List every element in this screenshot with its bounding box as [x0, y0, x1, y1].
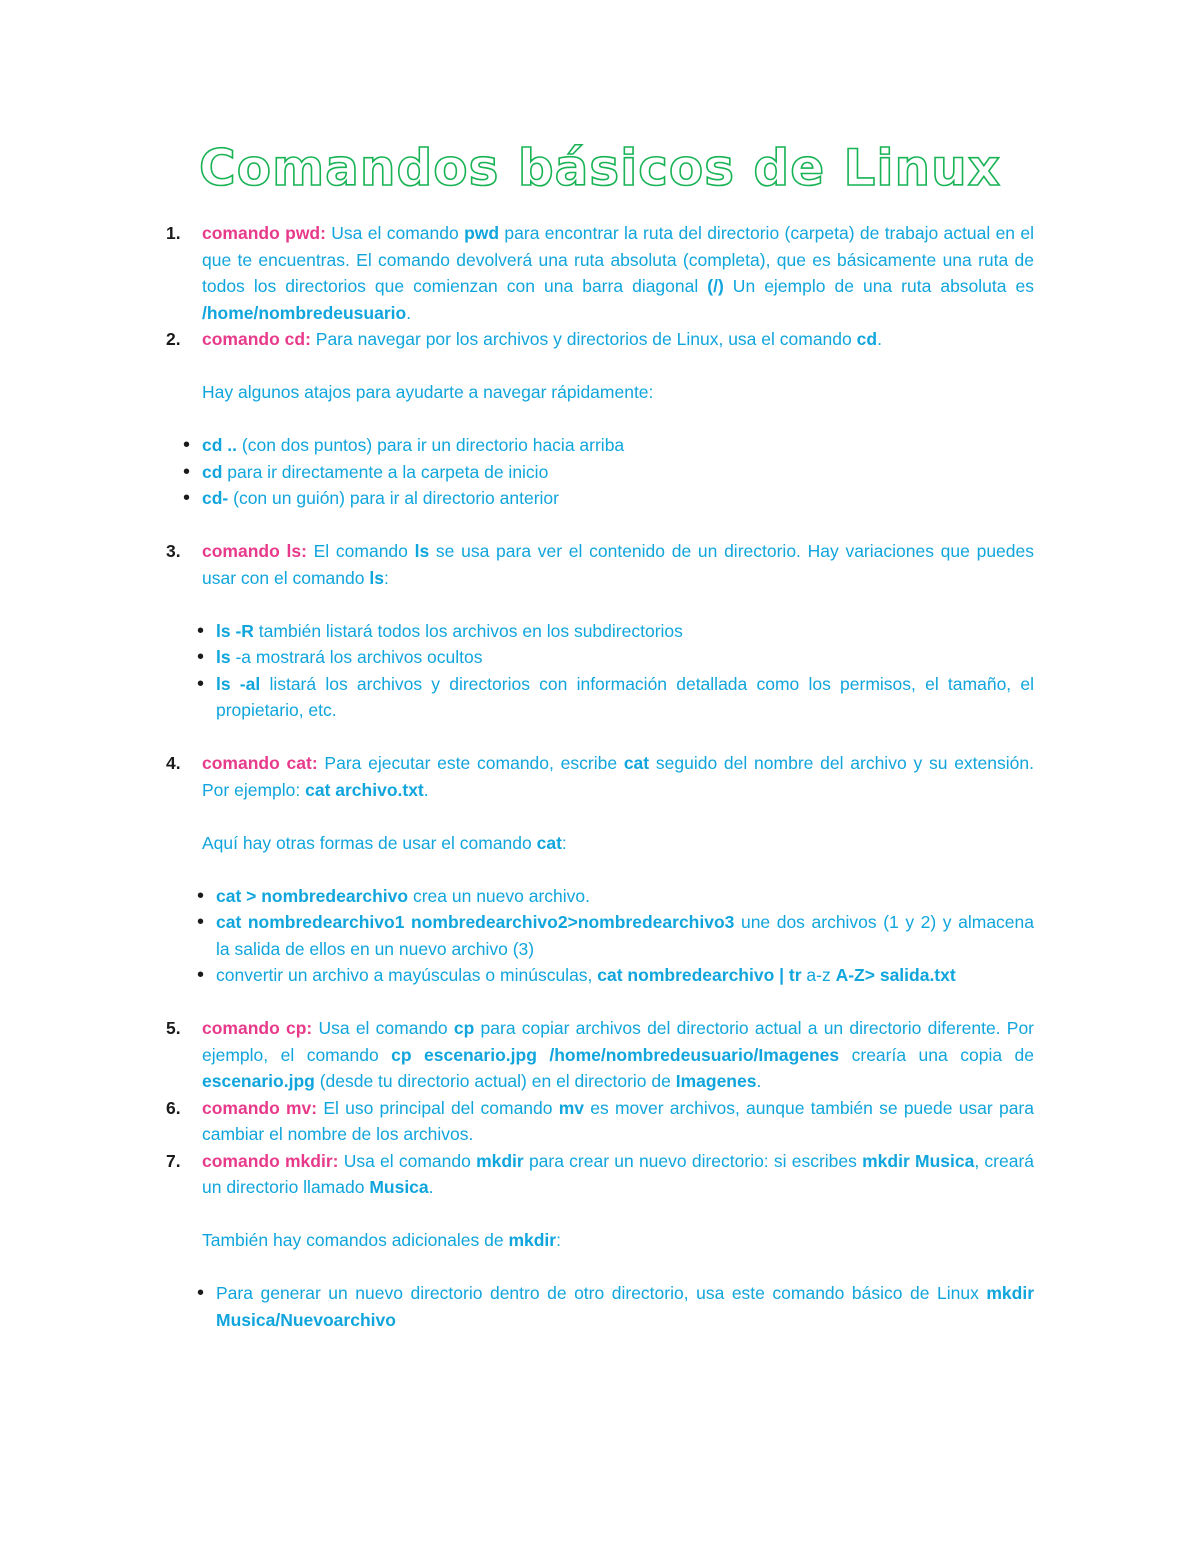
item-mv	[166, 1095, 1034, 1148]
command-label: comando cd:	[202, 329, 311, 349]
text: une dos archivos (1 y 2) y almacena la salida de ellos en un nuevo archivo (3)	[216, 912, 1035, 959]
item-number: 6.	[166, 1097, 181, 1118]
text: (con dos puntos) para ir un directorio hacia arriba	[237, 435, 625, 455]
text: Un ejemplo de una ruta absoluta es	[723, 276, 1034, 296]
bullet-icon: •	[197, 619, 205, 642]
command-label: comando cp:	[202, 1018, 313, 1038]
cd-bullet-list	[166, 432, 1034, 512]
text: :	[556, 1230, 561, 1250]
command-label: comando pwd:	[202, 223, 326, 243]
text: :	[383, 567, 389, 588]
list-item	[197, 1280, 1034, 1333]
command-label: comando cat:	[202, 753, 318, 773]
document-title: Comandos básicos de Linux	[199, 139, 1001, 197]
item-number: 2.	[166, 329, 181, 349]
text: convertir un archivo a mayúsculas o minúsculas,	[216, 965, 598, 985]
bullet-icon: •	[197, 1282, 205, 1304]
code: (/)	[707, 276, 724, 296]
list-item	[183, 432, 1034, 459]
code: pwd	[464, 223, 500, 243]
text: crearía una copia de	[839, 1044, 1034, 1065]
code: ls	[369, 567, 384, 588]
list-item	[197, 618, 1034, 645]
code: cd ..	[202, 435, 238, 455]
item-number: 4.	[166, 753, 181, 773]
item-number: 5.	[166, 1018, 181, 1038]
bullet-icon: •	[183, 487, 191, 509]
code: mkdir Musica	[862, 1150, 975, 1171]
item-cp	[166, 1015, 1034, 1095]
text: El comando	[306, 541, 415, 561]
code: cd-	[202, 488, 229, 508]
code: Musica	[369, 1177, 429, 1197]
text: Aquí hay otras formas de usar el comando	[202, 832, 537, 853]
bullet-icon: •	[197, 884, 205, 907]
code: escenario.jpg	[202, 1071, 315, 1091]
item-number: 1.	[166, 223, 181, 243]
cd-intro: Hay algunos atajos para ayudarte a navegar rápidamente:	[202, 382, 654, 402]
text: .	[428, 1177, 434, 1197]
text: seguido del nombre del archivo y su extensión. Por ejemplo:	[202, 753, 1034, 800]
code: /home/nombredeusuario	[202, 302, 407, 323]
text: crea un nuevo archivo.	[408, 885, 591, 906]
code: ls	[216, 647, 231, 667]
text: para encontrar la ruta del directorio (carpeta) de trabajo actual en el que te encuentras. El comando devolverá una ruta absoluta (completa), que es básicamente una ruta de todos los directorios que comienzan con una barra diagonal	[202, 223, 1035, 296]
code: mkdir	[508, 1230, 557, 1250]
text: para crear un nuevo directorio: si escribes	[523, 1150, 863, 1171]
mkdir-intro	[166, 1227, 1034, 1254]
item-number: 3.	[166, 541, 181, 561]
code: cat	[623, 753, 650, 773]
bullet-icon: •	[183, 434, 191, 456]
code: mkdir Musica/Nuevoarchivo	[216, 1283, 1034, 1330]
code: mkdir	[476, 1150, 524, 1171]
item-pwd	[166, 220, 1034, 326]
code: cat > nombredearchivo	[216, 885, 409, 906]
list-item	[197, 644, 1034, 671]
command-label: comando mkdir:	[202, 1150, 339, 1171]
code: cat nombredearchivo | tr	[597, 965, 802, 985]
text: se usa para ver el contenido de un directorio. Hay variaciones que puedes usar con el comando	[202, 541, 1034, 588]
text: .	[756, 1071, 762, 1091]
code: A-Z> salida.txt	[835, 965, 956, 985]
mkdir-bullet-list	[166, 1280, 1034, 1333]
bullet-icon: •	[197, 646, 205, 668]
text: , creará un directorio llamado	[202, 1150, 1035, 1197]
command-label: comando mv:	[202, 1097, 318, 1118]
code: cd	[202, 461, 223, 482]
text: El uso principal del comando	[317, 1097, 559, 1118]
code: cat archivo.txt	[305, 779, 424, 800]
bullet-icon: •	[197, 964, 205, 986]
item-cat	[166, 750, 1034, 803]
ls-bullet-list	[166, 618, 1034, 724]
cat-bullet-list	[166, 883, 1034, 989]
text: (con un guión) para ir al directorio anterior	[228, 488, 559, 508]
item-mkdir	[166, 1148, 1034, 1201]
text: para ir directamente a la carpeta de inicio	[222, 461, 549, 482]
list-item	[197, 883, 1034, 910]
text: (desde tu directorio actual) en el directorio de	[314, 1071, 676, 1091]
bullet-icon: •	[183, 460, 191, 483]
text: .	[423, 779, 429, 800]
code: ls -R	[216, 620, 254, 641]
code: cd	[856, 329, 878, 349]
code: cp escenario.jpg /home/nombredeusuario/Imagenes	[391, 1044, 840, 1065]
code: ls	[414, 541, 430, 561]
command-label: comando ls:	[202, 541, 307, 561]
list-item	[197, 909, 1035, 962]
text: a-z	[801, 965, 836, 985]
text: Usa el comando	[338, 1150, 477, 1171]
text: Para ejecutar este comando, escribe	[317, 753, 624, 773]
text: Usa el comando	[312, 1018, 454, 1038]
text: -a mostrará los archivos ocultos	[230, 647, 483, 667]
list-item	[197, 671, 1034, 724]
text: Para generar un nuevo directorio dentro de otro directorio, usa este comando básico de Linux	[216, 1283, 987, 1303]
code: cp	[453, 1018, 475, 1038]
text: .	[406, 302, 412, 323]
text: para copiar archivos del directorio actual a un directorio diferente. Por ejemplo, el comando	[202, 1018, 1035, 1065]
text: Usa el comando	[325, 223, 465, 243]
text: también listará todos los archivos en los subdirectorios	[253, 620, 683, 641]
document-body	[166, 220, 1034, 1333]
list-item	[197, 962, 1034, 989]
text: listará los archivos y directorios con información detallada como los permisos, el tamaño, el propietario, etc.	[216, 673, 1034, 720]
text: También hay comandos adicionales de	[202, 1230, 509, 1250]
code: mv	[558, 1097, 585, 1118]
code: Imagenes	[675, 1071, 757, 1091]
text: es mover archivos, aunque también se puede usar para cambiar el nombre de los archivos.	[202, 1097, 1034, 1144]
text: :	[561, 832, 567, 853]
list-item	[183, 459, 1034, 486]
item-cd	[166, 326, 1034, 353]
code: ls -al	[216, 673, 261, 694]
text: .	[877, 329, 882, 349]
code: cat nombredearchivo1 nombredearchivo2>nombredearchivo3	[216, 912, 735, 932]
item-ls	[166, 538, 1034, 591]
code: cat	[536, 832, 562, 853]
item-number: 7.	[166, 1150, 181, 1171]
text: Para navegar por los archivos y directorios de Linux, usa el comando	[310, 329, 857, 349]
bullet-icon: •	[197, 672, 205, 695]
cat-intro	[166, 830, 1034, 857]
list-item	[183, 485, 1034, 512]
bullet-icon: •	[197, 911, 205, 933]
